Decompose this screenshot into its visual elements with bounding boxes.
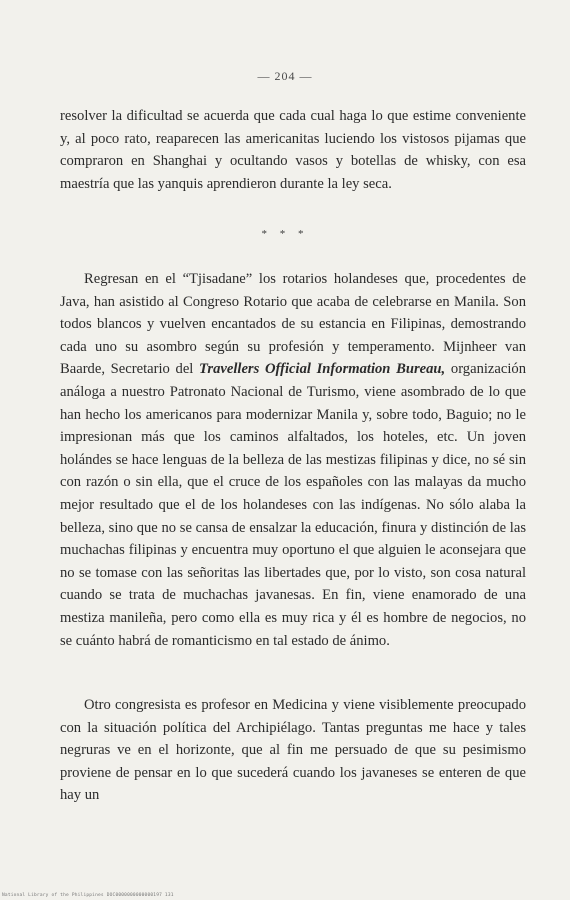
paragraph-2-text xyxy=(60,268,526,652)
page-number: — 204 — xyxy=(257,69,313,83)
paragraph-3 xyxy=(60,694,526,807)
paragraph-2 xyxy=(60,268,526,652)
bureau-name-italic: Travellers Official Information Bureau, xyxy=(199,361,446,378)
paragraph-1 xyxy=(60,105,526,195)
paragraph-2-text-after: organización análoga a nuestro Patronato Nacional de Turismo, viene asombrado de lo que han hecho los americanos para modernizar Manila y, sobre todo, Baguio; no le impresionan más que los caminos alfaltados, los hoteles, etc. Un joven holándes se hace lenguas de la belleza de las mestizas filipinas y dice, no sé sin con razón o sin ella, que el cruce de los españoles con las malayas da mucho mejor resultado que el de los holandeses con las indígenas. No sólo alaba la belleza, sino que no se cansa de ensalzar la educación, finura y distinción de las muchachas filipinas y encuentra muy oportuno el que alguien le aconsejara que no se tomase con las señoritas las libertades que, por lo visto, son cosa natural cuando se trata de muchachas javanesas. En fin, viene enamorado de una mestiza manileña, pero como ella es muy rica y él es hombre de negocios, no se cuánto habrá de romanticismo en tal estado de ánimo. xyxy=(60,361,526,649)
library-footer: National Library of the Philippines DOC0000000000000197 131 xyxy=(2,893,174,898)
paragraph-3-text: Otro congresista es profesor en Medicina y viene visiblemente preocupado con la situación política del Archipiélago. Tantas preguntas me hace y tales negruras ve en el horizonte, que al fin me persuado de que su pesimismo proviene de pensar en lo que sucederá cuando los javaneses se enteren de que hay un xyxy=(60,697,526,804)
paragraph-1-text: resolver la dificultad se acuerda que cada cual haga lo que estime conveniente y, al poco rato, reaparecen las americanitas luciendo los vistosos pijamas que compraron en Shanghai y ocultando vasos y botellas de whisky, con esa maestría que las yanquis aprendieron durante la ley seca. xyxy=(60,108,526,192)
section-separator: * * * xyxy=(261,228,309,240)
paragraph-2-text-before: Regresan en el “Tjisadane” los rotarios holandeses que, procedentes de Java, han asistido al Congreso Rotario que acaba de celebrarse en Manila. Son todos blancos y vuelven encantados de su estancia en Filipinas, demostrando cada uno su asombro según su profesión y temperamento. Mijnheer van Baarde, Secretario del xyxy=(60,271,526,378)
